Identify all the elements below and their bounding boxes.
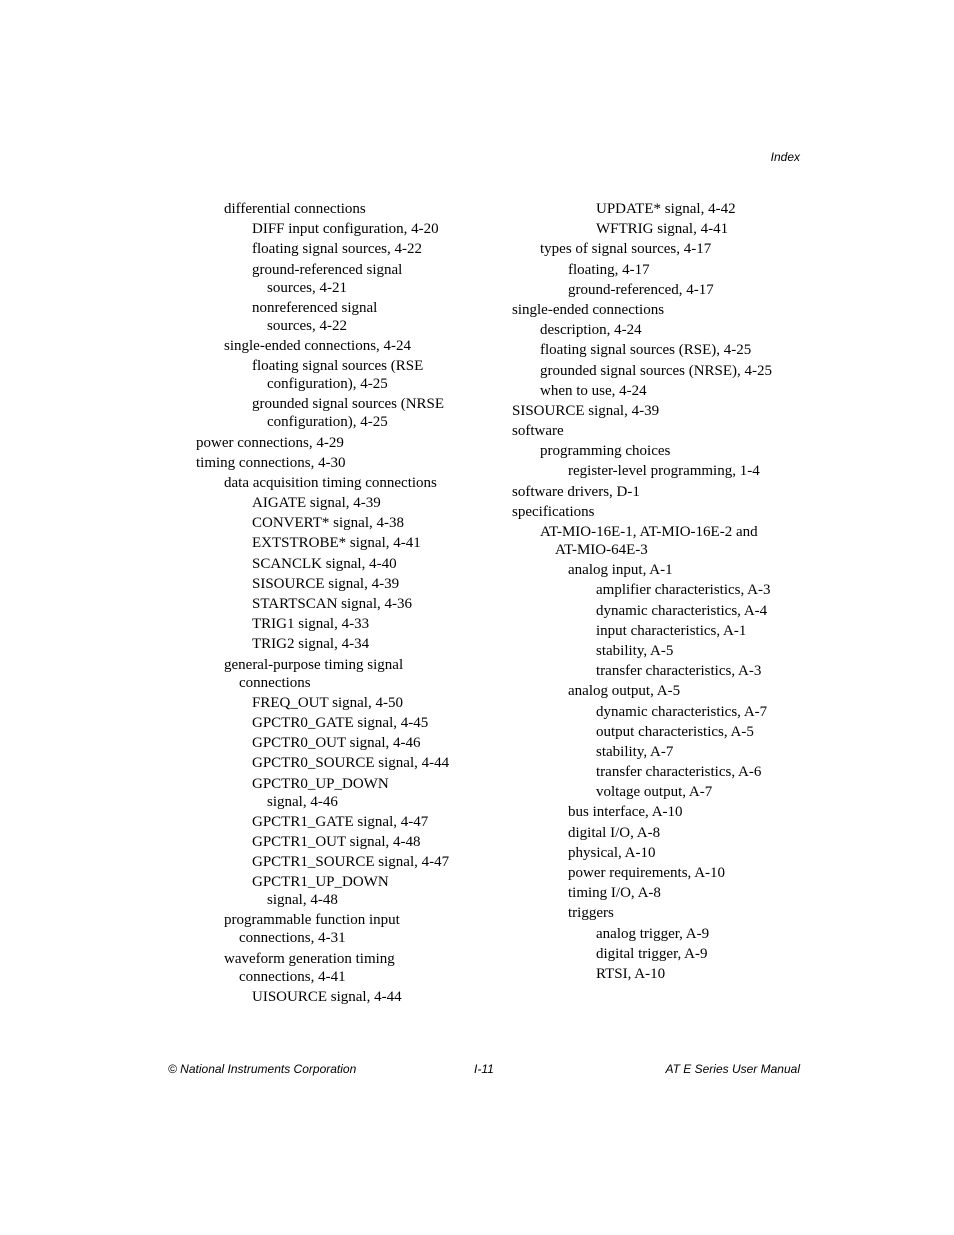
index-entry (196, 775, 496, 811)
index-entry (512, 824, 812, 842)
footer-copyright: © National Instruments Corporation (168, 1062, 357, 1076)
index-entry-text: GPCTR1_GATE signal, 4-47 (252, 813, 429, 830)
index-entry-text: ground-referenced, 4-17 (568, 281, 714, 298)
index-entry (196, 656, 496, 692)
index-entry (512, 602, 812, 620)
index-entry (512, 581, 812, 599)
index-entry-text: physical, A-10 (568, 844, 656, 861)
index-entry (196, 555, 496, 573)
index-entry (196, 950, 496, 986)
index-entry (512, 422, 812, 440)
index-entry (512, 442, 812, 460)
index-entry-text: GPCTR1_UP_DOWN (252, 874, 389, 891)
index-entry-text: GPCTR1_SOURCE signal, 4-47 (252, 854, 450, 871)
index-entry-continuation: connections (239, 674, 311, 691)
index-entry (196, 911, 496, 947)
index-entry-continuation: configuration), 4-25 (267, 414, 388, 431)
index-entry (512, 240, 812, 258)
index-entry-text: register-level programming, 1-4 (568, 463, 760, 480)
index-entry (196, 514, 496, 532)
index-entry-text: dynamic characteristics, A-4 (596, 602, 768, 619)
index-column-left (196, 200, 496, 1008)
index-entry (196, 200, 496, 218)
index-entry (196, 988, 496, 1006)
index-entry-text: GPCTR0_UP_DOWN (252, 775, 389, 792)
index-entry-continuation: sources, 4-21 (267, 279, 347, 296)
index-entry-text: GPCTR0_GATE signal, 4-45 (252, 714, 429, 731)
index-entry-text: input characteristics, A-1 (596, 622, 747, 639)
index-entry-text: STARTSCAN signal, 4-36 (252, 596, 412, 612)
index-entry (196, 357, 496, 393)
index-entry (512, 723, 812, 741)
index-entry (196, 454, 496, 472)
index-entry-text: stability, A-7 (596, 743, 674, 760)
index-entry (512, 561, 812, 579)
index-entry (512, 382, 812, 400)
index-entry-text: FREQ_OUT signal, 4-50 (252, 694, 403, 711)
index-entry (512, 864, 812, 882)
index-entry (512, 523, 812, 559)
index-entry-text: GPCTR1_OUT signal, 4-48 (252, 833, 421, 850)
index-entry (196, 575, 496, 593)
index-entry-text: RTSI, A-10 (596, 965, 666, 982)
index-entry (196, 833, 496, 851)
index-entry (512, 925, 812, 943)
index-entry-text: TRIG2 signal, 4-34 (252, 636, 370, 653)
index-entry-text: SCANCLK signal, 4-40 (252, 555, 397, 572)
index-entry-text: UPDATE* signal, 4-42 (596, 201, 736, 217)
index-entry (196, 220, 496, 238)
index-entry (512, 200, 812, 218)
index-entry-text: SISOURCE signal, 4-39 (512, 402, 660, 419)
index-entry-text: GPCTR0_OUT signal, 4-46 (252, 735, 421, 752)
index-entry-text: analog trigger, A-9 (596, 925, 710, 942)
index-entry (512, 743, 812, 761)
index-entry (512, 763, 812, 781)
index-entry-text: TRIG1 signal, 4-33 (252, 616, 370, 633)
index-entry-text: timing I/O, A-8 (568, 885, 661, 902)
index-entry-text: software (512, 423, 564, 440)
index-entry-continuation: configuration), 4-25 (267, 376, 388, 393)
index-entry (196, 754, 496, 772)
index-entry-text: programming choices (540, 443, 671, 460)
index-entry-text: transfer characteristics, A-3 (596, 663, 762, 680)
index-entry-text: power connections, 4-29 (196, 434, 344, 451)
index-entry-text: transfer characteristics, A-6 (596, 764, 762, 781)
index-entry-text: UISOURCE signal, 4-44 (252, 988, 402, 1005)
index-entry (196, 299, 496, 335)
index-entry (196, 813, 496, 831)
index-entry-text: nonreferenced signal (252, 299, 378, 316)
index-entry-text: EXTSTROBE* signal, 4-41 (252, 535, 421, 552)
index-entry-continuation: connections, 4-31 (239, 930, 346, 947)
index-entry (512, 803, 812, 821)
index-entry (512, 783, 812, 801)
index-entry-text: specifications (512, 503, 595, 520)
index-entry-text: single-ended connections, 4-24 (224, 337, 412, 354)
index-entry (512, 341, 812, 359)
index-entry (512, 503, 812, 521)
index-entry-text: power requirements, A-10 (568, 865, 726, 881)
running-header: Index (770, 150, 800, 164)
index-entry (196, 714, 496, 732)
index-entry (196, 734, 496, 752)
index-entry-text: floating signal sources (RSE (252, 358, 424, 375)
index-entry-text: voltage output, A-7 (596, 784, 713, 801)
index-entry (512, 703, 812, 721)
index-entry (512, 945, 812, 963)
index-entry-text: analog output, A-5 (568, 683, 681, 700)
index-entry (512, 662, 812, 680)
index-entry-text: AT-MIO-16E-1, AT-MIO-16E-2 and (540, 524, 758, 540)
index-entry-continuation: sources, 4-22 (267, 317, 347, 334)
index-entry (196, 474, 496, 492)
index-entry (512, 402, 812, 420)
index-entry-text: data acquisition timing connections (224, 474, 437, 491)
index-entry-text: when to use, 4-24 (540, 382, 647, 399)
index-entry-text: digital I/O, A-8 (568, 824, 661, 841)
index-entry-text: CONVERT* signal, 4-38 (252, 515, 405, 532)
index-entry-text: programmable function input (224, 912, 400, 929)
index-entry (512, 362, 812, 380)
index-entry-text: types of signal sources, 4-17 (540, 241, 712, 258)
index-entry-text: WFTRIG signal, 4-41 (596, 221, 729, 238)
index-entry-text: bus interface, A-10 (568, 804, 683, 821)
index-entry-text: SISOURCE signal, 4-39 (252, 575, 400, 592)
index-entry (196, 395, 496, 431)
index-entry-text: digital trigger, A-9 (596, 945, 708, 962)
index-entry (512, 301, 812, 319)
index-entry (512, 483, 812, 501)
index-entry-text: timing connections, 4-30 (196, 454, 346, 471)
footer-manual-title: AT E Series User Manual (665, 1062, 800, 1076)
index-entry-text: description, 4-24 (540, 322, 642, 339)
index-entry (512, 965, 812, 983)
index-entry (196, 694, 496, 712)
index-entry-text: dynamic characteristics, A-7 (596, 703, 768, 720)
index-entry (196, 337, 496, 355)
index-entry (196, 615, 496, 633)
index-entry-text: output characteristics, A-5 (596, 723, 754, 740)
index-entry (196, 434, 496, 452)
index-entry (196, 853, 496, 871)
index-entry-text: differential connections (224, 201, 366, 217)
index-entry-text: floating signal sources, 4-22 (252, 241, 422, 258)
index-entry (512, 462, 812, 480)
index-entry (512, 321, 812, 339)
page-number: I-11 (474, 1062, 494, 1076)
index-entry-text: general-purpose timing signal (224, 656, 404, 673)
index-entry-text: analog input, A-1 (568, 562, 673, 579)
index-entry-continuation: signal, 4-48 (267, 892, 338, 909)
index-entry (196, 261, 496, 297)
index-entry (512, 220, 812, 238)
index-entry-text: stability, A-5 (596, 642, 674, 659)
index-entry-continuation: connections, 4-41 (239, 968, 346, 985)
index-entry-text: single-ended connections (512, 301, 665, 318)
index-entry (196, 595, 496, 613)
index-entry-continuation: AT-MIO-64E-3 (555, 542, 648, 558)
index-entry (512, 682, 812, 700)
index-entry-text: amplifier characteristics, A-3 (596, 582, 771, 599)
index-entry (512, 261, 812, 279)
index-entry (196, 534, 496, 552)
index-entry (196, 635, 496, 653)
index-entry-text: waveform generation timing (224, 950, 395, 967)
index-entry-text: grounded signal sources (NRSE), 4-25 (540, 362, 773, 379)
index-entry (512, 281, 812, 299)
index-entry (196, 240, 496, 258)
index-entry (512, 884, 812, 902)
index-entry (512, 904, 812, 922)
index-entry (196, 494, 496, 512)
index-column-right (512, 200, 812, 985)
index-entry (512, 642, 812, 660)
index-entry-text: ground-referenced signal (252, 261, 403, 278)
index-entry (196, 873, 496, 909)
index-entry (512, 844, 812, 862)
index-entry-text: GPCTR0_SOURCE signal, 4-44 (252, 755, 450, 772)
index-entry-text: grounded signal sources (NRSE (252, 396, 445, 413)
index-entry-text: software drivers, D-1 (512, 483, 640, 500)
index-entry-text: triggers (568, 905, 614, 922)
index-entry-text: floating, 4-17 (568, 261, 650, 278)
index-entry-text: AIGATE signal, 4-39 (252, 495, 381, 512)
index-entry-text: DIFF input configuration, 4-20 (252, 221, 439, 238)
index-entry-continuation: signal, 4-46 (267, 793, 338, 810)
index-entry (512, 622, 812, 640)
index-entry-text: floating signal sources (RSE), 4-25 (540, 342, 752, 359)
